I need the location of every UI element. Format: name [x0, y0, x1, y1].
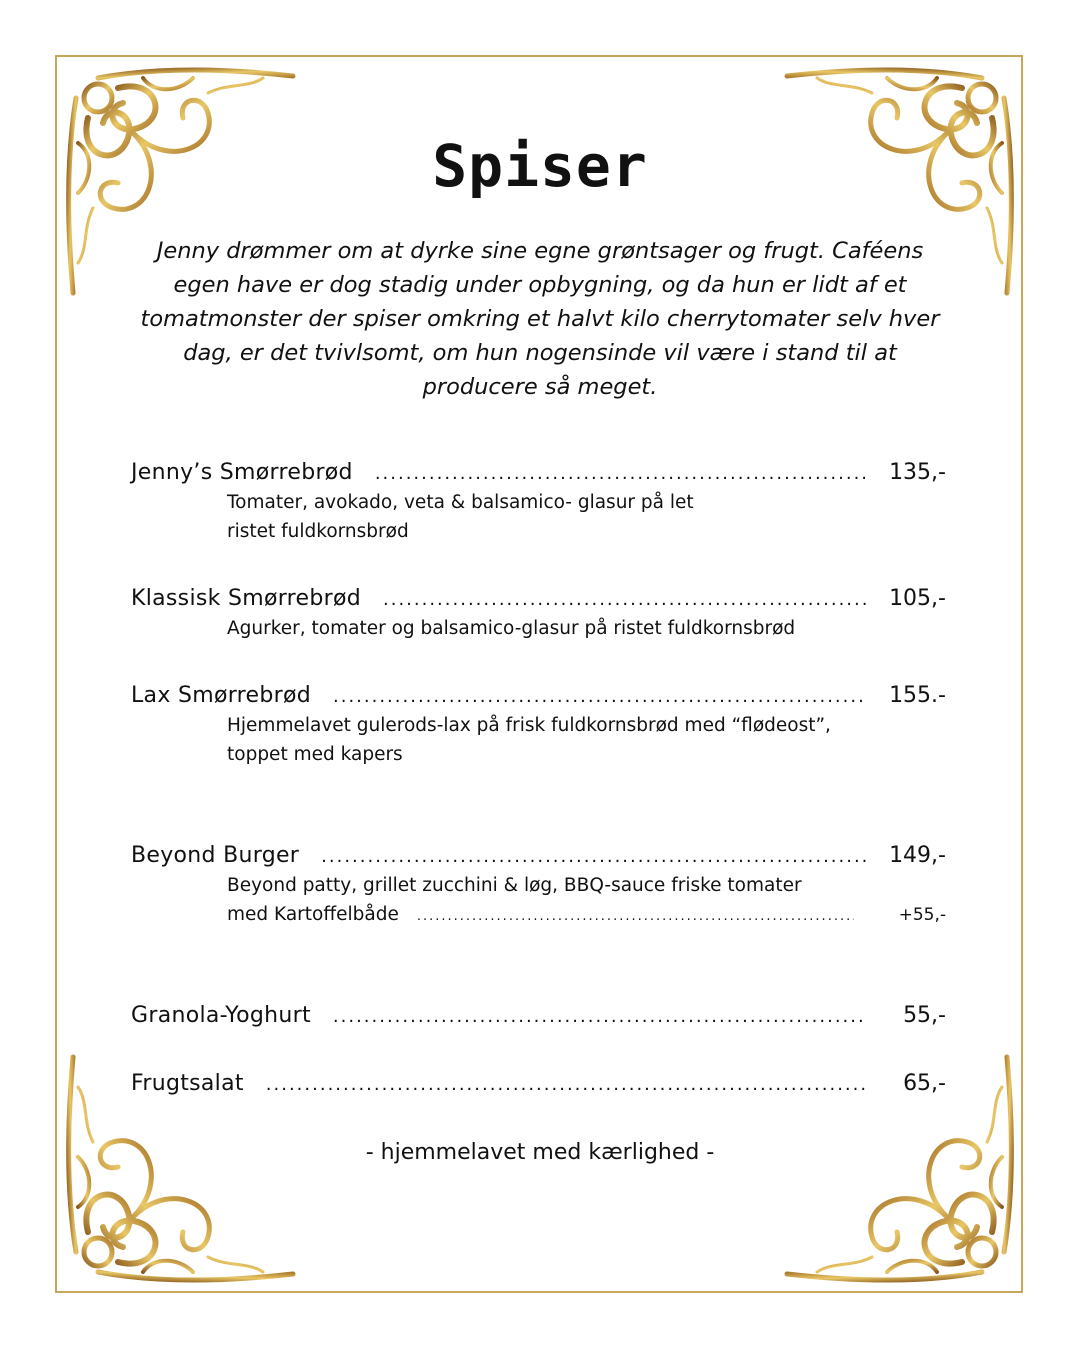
- item-price: 65,-: [903, 1071, 946, 1096]
- menu-item: [131, 1071, 946, 1096]
- dot-leader: [383, 589, 866, 610]
- item-name: Klassisk Smørrebrød: [131, 586, 361, 611]
- item-name: Frugtsalat: [131, 1071, 244, 1096]
- item-name: Beyond Burger: [131, 843, 300, 868]
- menu-item: [131, 843, 946, 931]
- item-price: 55,-: [903, 1003, 946, 1028]
- addon-price: +55,-: [898, 905, 946, 925]
- dot-leader: [417, 902, 854, 931]
- item-price: 155.-: [889, 683, 946, 708]
- item-description: Hjemmelavet gulerods-lax på frisk fuldkornsbrød med “flødeost”, toppet med kapers: [227, 715, 831, 765]
- menu-item: [131, 1003, 946, 1028]
- item-price: 105,-: [889, 586, 946, 611]
- menu-item: [131, 460, 946, 546]
- item-description: Tomater, avokado, veta & balsamico- glasur på let ristet fuldkornsbrød: [227, 492, 694, 542]
- page-title: Spiser: [432, 132, 648, 200]
- item-description: Beyond patty, grillet zucchini & løg, BBQ-sauce friske tomater: [227, 875, 802, 896]
- item-price: 135,-: [889, 460, 946, 485]
- menu-item: [131, 683, 946, 769]
- item-price: 149,-: [889, 843, 946, 868]
- dot-leader: [375, 463, 866, 484]
- item-name: Lax Smørrebrød: [131, 683, 311, 708]
- addon-label: med Kartoffelbåde: [227, 904, 399, 925]
- item-description: Agurker, tomater og balsamico-glasur på ristet fuldkornsbrød: [227, 618, 796, 639]
- intro-paragraph: Jenny drømmer om at dyrke sine egne grøntsager og frugt. Caféens egen have er dog stadig under opbygning, og da hun er lidt af et tomatmonster der spiser omkring et halvt kilo cherrytomater selv hver dag, er det tvivlsomt, om hun nogensinde vil være i stand til at producere så meget.: [140, 238, 940, 400]
- item-name: Granola-Yoghurt: [131, 1003, 311, 1028]
- menu-item: [131, 586, 946, 643]
- item-addon: [227, 900, 946, 931]
- footer-tagline: - hjemmelavet med kærlighed -: [365, 1140, 715, 1165]
- dot-leader: [266, 1074, 866, 1095]
- dot-leader: [333, 686, 866, 707]
- item-name: Jenny’s Smørrebrød: [131, 460, 353, 485]
- dot-leader: [333, 1006, 866, 1027]
- dot-leader: [321, 846, 866, 867]
